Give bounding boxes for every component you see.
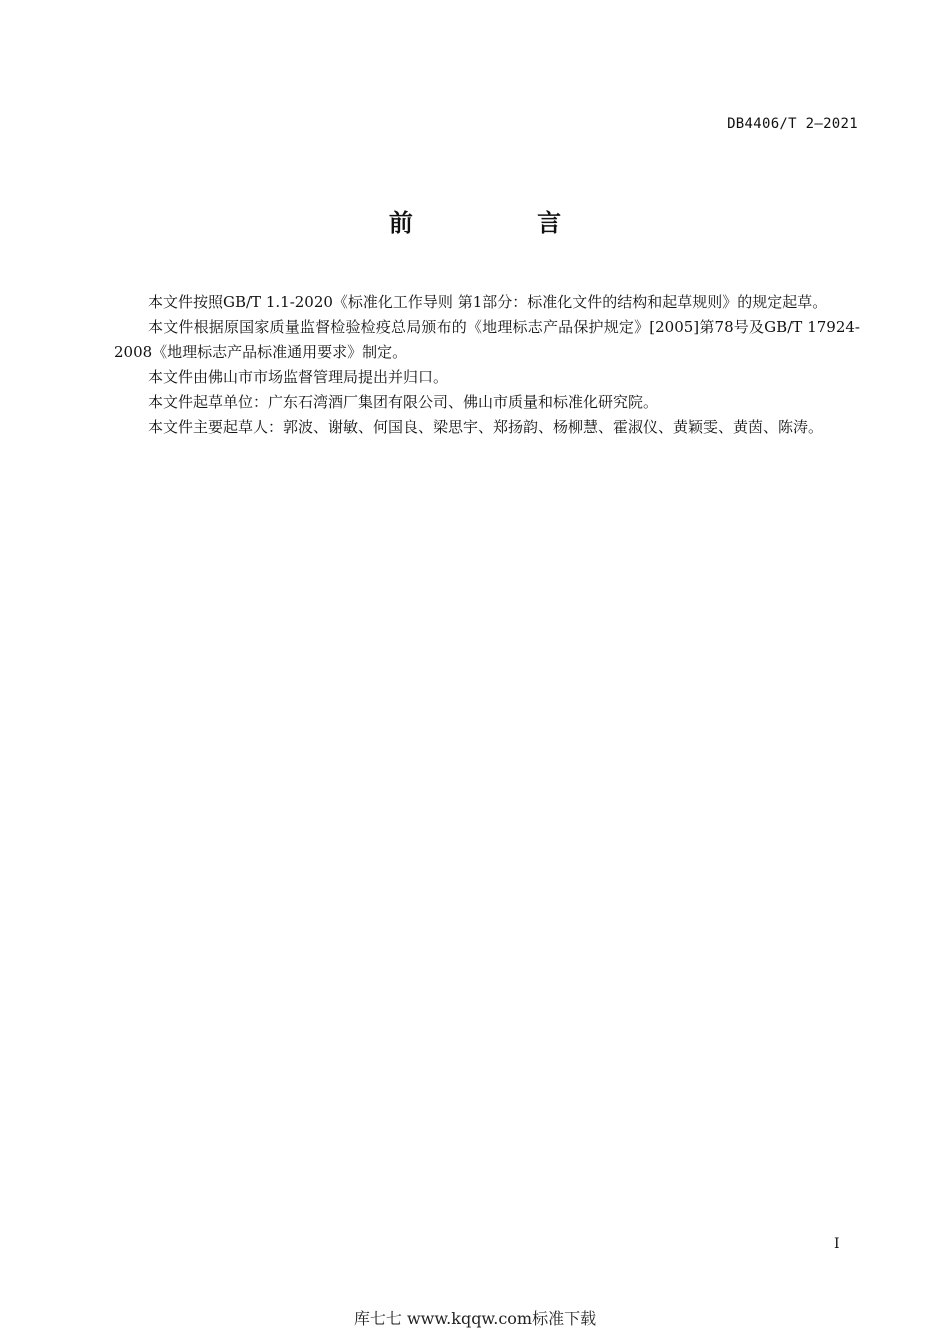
footer-watermark: 库七七 www.kqqw.com标准下载: [353, 1309, 597, 1328]
paragraph-proposer: 本文件由佛山市市场监督管理局提出并归口。: [148, 368, 449, 386]
document-code: DB4406/T 2—2021: [727, 116, 858, 132]
paragraph-drafting-units: 本文件起草单位：广东石湾酒厂集团有限公司、佛山市质量和标准化研究院。: [148, 393, 659, 411]
paragraph-drafting-rules: 本文件按照GB/T 1.1-2020《标准化工作导则 第1部分：标准化文件的结构和起草规则》的规定起草。: [148, 293, 828, 311]
paragraph-drafters: 本文件主要起草人：郭波、谢敏、何国良、梁思宇、郑扬韵、杨柳慧、霍淑仪、黄颖雯、黄茵、陈涛。: [148, 418, 824, 436]
foreword-body: [114, 290, 860, 440]
page-title: 前 言: [388, 209, 620, 237]
page-number: I: [834, 1236, 840, 1252]
paragraph-basis: 本文件根据原国家质量监督检验检疫总局颁布的《地理标志产品保护规定》[2005]第78号及GB/T 17924-2008《地理标志产品标准通用要求》制定。: [114, 318, 860, 361]
